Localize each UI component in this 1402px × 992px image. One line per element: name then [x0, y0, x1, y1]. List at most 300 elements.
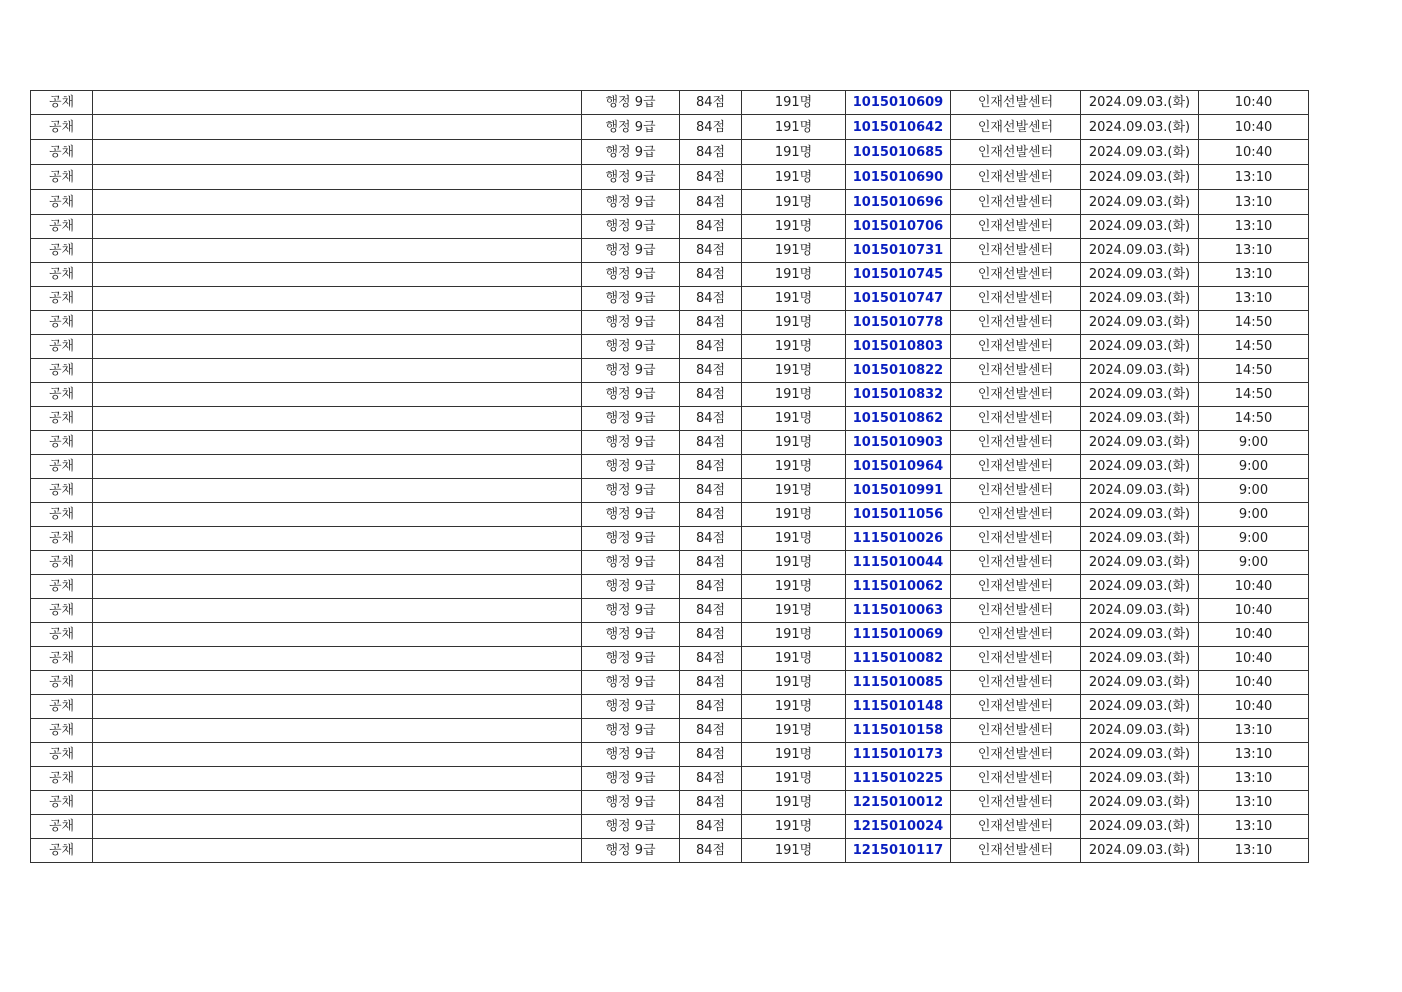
- count-cell: 191명: [742, 140, 846, 165]
- count-cell: 191명: [742, 311, 846, 335]
- score-cell: 84점: [680, 575, 742, 599]
- name-cell: [93, 815, 582, 839]
- time-cell: 10:40: [1199, 623, 1309, 647]
- position-cell: 행정 9급: [582, 551, 680, 575]
- date-cell: 2024.09.03.(화): [1081, 140, 1199, 165]
- center-cell: 인재선발센터: [951, 719, 1081, 743]
- count-cell: 191명: [742, 287, 846, 311]
- position-cell: 행정 9급: [582, 671, 680, 695]
- position-cell: 행정 9급: [582, 407, 680, 431]
- position-cell: 행정 9급: [582, 647, 680, 671]
- time-cell: 14:50: [1199, 407, 1309, 431]
- center-cell: 인재선발센터: [951, 479, 1081, 503]
- exam-number-cell: 1015010609: [846, 91, 951, 115]
- date-cell: 2024.09.03.(화): [1081, 190, 1199, 215]
- center-cell: 인재선발센터: [951, 815, 1081, 839]
- date-cell: 2024.09.03.(화): [1081, 165, 1199, 190]
- center-cell: 인재선발센터: [951, 190, 1081, 215]
- table-row: [31, 335, 1309, 359]
- date-cell: 2024.09.03.(화): [1081, 455, 1199, 479]
- results-table: [30, 90, 1309, 863]
- type-cell: 공채: [31, 263, 93, 287]
- score-cell: 84점: [680, 671, 742, 695]
- type-cell: 공채: [31, 839, 93, 863]
- name-cell: [93, 287, 582, 311]
- center-cell: 인재선발센터: [951, 407, 1081, 431]
- center-cell: 인재선발센터: [951, 115, 1081, 140]
- count-cell: 191명: [742, 479, 846, 503]
- count-cell: 191명: [742, 575, 846, 599]
- count-cell: 191명: [742, 767, 846, 791]
- position-cell: 행정 9급: [582, 695, 680, 719]
- name-cell: [93, 527, 582, 551]
- score-cell: 84점: [680, 839, 742, 863]
- center-cell: 인재선발센터: [951, 263, 1081, 287]
- center-cell: 인재선발센터: [951, 767, 1081, 791]
- date-cell: 2024.09.03.(화): [1081, 839, 1199, 863]
- exam-number-cell: 1015010964: [846, 455, 951, 479]
- type-cell: 공채: [31, 455, 93, 479]
- position-cell: 행정 9급: [582, 239, 680, 263]
- time-cell: 13:10: [1199, 190, 1309, 215]
- exam-number-cell: 1015010991: [846, 479, 951, 503]
- position-cell: 행정 9급: [582, 767, 680, 791]
- table-row: [31, 140, 1309, 165]
- table-row: [31, 115, 1309, 140]
- name-cell: [93, 190, 582, 215]
- date-cell: 2024.09.03.(화): [1081, 503, 1199, 527]
- table-row: [31, 359, 1309, 383]
- type-cell: 공채: [31, 335, 93, 359]
- type-cell: 공채: [31, 190, 93, 215]
- time-cell: 9:00: [1199, 551, 1309, 575]
- count-cell: 191명: [742, 599, 846, 623]
- time-cell: 14:50: [1199, 383, 1309, 407]
- exam-number-cell: 1115010069: [846, 623, 951, 647]
- count-cell: 191명: [742, 431, 846, 455]
- date-cell: 2024.09.03.(화): [1081, 407, 1199, 431]
- name-cell: [93, 743, 582, 767]
- type-cell: 공채: [31, 743, 93, 767]
- table-row: [31, 263, 1309, 287]
- time-cell: 13:10: [1199, 815, 1309, 839]
- count-cell: 191명: [742, 671, 846, 695]
- count-cell: 191명: [742, 719, 846, 743]
- type-cell: 공채: [31, 599, 93, 623]
- date-cell: 2024.09.03.(화): [1081, 815, 1199, 839]
- table-row: [31, 407, 1309, 431]
- count-cell: 191명: [742, 263, 846, 287]
- score-cell: 84점: [680, 383, 742, 407]
- time-cell: 13:10: [1199, 165, 1309, 190]
- date-cell: 2024.09.03.(화): [1081, 671, 1199, 695]
- type-cell: 공채: [31, 359, 93, 383]
- date-cell: 2024.09.03.(화): [1081, 599, 1199, 623]
- time-cell: 13:10: [1199, 287, 1309, 311]
- table-row: [31, 575, 1309, 599]
- time-cell: 9:00: [1199, 431, 1309, 455]
- time-cell: 13:10: [1199, 263, 1309, 287]
- name-cell: [93, 431, 582, 455]
- table-row: [31, 839, 1309, 863]
- score-cell: 84점: [680, 599, 742, 623]
- name-cell: [93, 647, 582, 671]
- center-cell: 인재선발센터: [951, 527, 1081, 551]
- table-row: [31, 431, 1309, 455]
- center-cell: 인재선발센터: [951, 335, 1081, 359]
- time-cell: 10:40: [1199, 115, 1309, 140]
- name-cell: [93, 239, 582, 263]
- count-cell: 191명: [742, 165, 846, 190]
- count-cell: 191명: [742, 455, 846, 479]
- score-cell: 84점: [680, 743, 742, 767]
- type-cell: 공채: [31, 815, 93, 839]
- position-cell: 행정 9급: [582, 503, 680, 527]
- exam-number-cell: 1115010062: [846, 575, 951, 599]
- score-cell: 84점: [680, 140, 742, 165]
- name-cell: [93, 839, 582, 863]
- exam-number-cell: 1015010747: [846, 287, 951, 311]
- score-cell: 84점: [680, 287, 742, 311]
- exam-number-cell: 1215010117: [846, 839, 951, 863]
- center-cell: 인재선발센터: [951, 503, 1081, 527]
- exam-number-cell: 1215010012: [846, 791, 951, 815]
- table-row: [31, 239, 1309, 263]
- date-cell: 2024.09.03.(화): [1081, 239, 1199, 263]
- score-cell: 84점: [680, 431, 742, 455]
- position-cell: 행정 9급: [582, 287, 680, 311]
- score-cell: 84점: [680, 407, 742, 431]
- date-cell: 2024.09.03.(화): [1081, 719, 1199, 743]
- position-cell: 행정 9급: [582, 743, 680, 767]
- time-cell: 14:50: [1199, 311, 1309, 335]
- table-row: [31, 190, 1309, 215]
- position-cell: 행정 9급: [582, 479, 680, 503]
- count-cell: 191명: [742, 215, 846, 239]
- center-cell: 인재선발센터: [951, 287, 1081, 311]
- score-cell: 84점: [680, 815, 742, 839]
- exam-number-cell: 1115010044: [846, 551, 951, 575]
- center-cell: 인재선발센터: [951, 165, 1081, 190]
- date-cell: 2024.09.03.(화): [1081, 335, 1199, 359]
- date-cell: 2024.09.03.(화): [1081, 479, 1199, 503]
- date-cell: 2024.09.03.(화): [1081, 431, 1199, 455]
- time-cell: 13:10: [1199, 215, 1309, 239]
- type-cell: 공채: [31, 479, 93, 503]
- table-row: [31, 551, 1309, 575]
- score-cell: 84점: [680, 215, 742, 239]
- center-cell: 인재선발센터: [951, 359, 1081, 383]
- exam-number-cell: 1115010148: [846, 695, 951, 719]
- position-cell: 행정 9급: [582, 623, 680, 647]
- date-cell: 2024.09.03.(화): [1081, 115, 1199, 140]
- results-body: [31, 91, 1309, 863]
- center-cell: 인재선발센터: [951, 383, 1081, 407]
- date-cell: 2024.09.03.(화): [1081, 263, 1199, 287]
- score-cell: 84점: [680, 551, 742, 575]
- type-cell: 공채: [31, 383, 93, 407]
- date-cell: 2024.09.03.(화): [1081, 791, 1199, 815]
- exam-number-cell: 1015010690: [846, 165, 951, 190]
- position-cell: 행정 9급: [582, 190, 680, 215]
- count-cell: 191명: [742, 647, 846, 671]
- name-cell: [93, 383, 582, 407]
- count-cell: 191명: [742, 503, 846, 527]
- type-cell: 공채: [31, 91, 93, 115]
- exam-number-cell: 1115010082: [846, 647, 951, 671]
- score-cell: 84점: [680, 503, 742, 527]
- date-cell: 2024.09.03.(화): [1081, 551, 1199, 575]
- exam-number-cell: 1115010158: [846, 719, 951, 743]
- type-cell: 공채: [31, 140, 93, 165]
- score-cell: 84점: [680, 647, 742, 671]
- type-cell: 공채: [31, 287, 93, 311]
- exam-number-cell: 1015010642: [846, 115, 951, 140]
- table-row: [31, 503, 1309, 527]
- table-row: [31, 91, 1309, 115]
- center-cell: 인재선발센터: [951, 695, 1081, 719]
- exam-number-cell: 1015010745: [846, 263, 951, 287]
- table-row: [31, 527, 1309, 551]
- table-row: [31, 383, 1309, 407]
- position-cell: 행정 9급: [582, 140, 680, 165]
- score-cell: 84점: [680, 335, 742, 359]
- exam-number-cell: 1015010862: [846, 407, 951, 431]
- table-row: [31, 671, 1309, 695]
- type-cell: 공채: [31, 551, 93, 575]
- time-cell: 10:40: [1199, 140, 1309, 165]
- name-cell: [93, 719, 582, 743]
- date-cell: 2024.09.03.(화): [1081, 767, 1199, 791]
- exam-number-cell: 1215010024: [846, 815, 951, 839]
- count-cell: 191명: [742, 551, 846, 575]
- type-cell: 공채: [31, 767, 93, 791]
- exam-number-cell: 1015010822: [846, 359, 951, 383]
- position-cell: 행정 9급: [582, 263, 680, 287]
- center-cell: 인재선발센터: [951, 431, 1081, 455]
- type-cell: 공채: [31, 239, 93, 263]
- type-cell: 공채: [31, 671, 93, 695]
- table-row: [31, 479, 1309, 503]
- score-cell: 84점: [680, 263, 742, 287]
- center-cell: 인재선발센터: [951, 140, 1081, 165]
- table-row: [31, 695, 1309, 719]
- exam-number-cell: 1115010173: [846, 743, 951, 767]
- name-cell: [93, 91, 582, 115]
- position-cell: 행정 9급: [582, 165, 680, 190]
- exam-number-cell: 1115010063: [846, 599, 951, 623]
- count-cell: 191명: [742, 743, 846, 767]
- name-cell: [93, 311, 582, 335]
- position-cell: 행정 9급: [582, 311, 680, 335]
- date-cell: 2024.09.03.(화): [1081, 383, 1199, 407]
- type-cell: 공채: [31, 623, 93, 647]
- date-cell: 2024.09.03.(화): [1081, 743, 1199, 767]
- exam-number-cell: 1015010706: [846, 215, 951, 239]
- name-cell: [93, 359, 582, 383]
- date-cell: 2024.09.03.(화): [1081, 623, 1199, 647]
- score-cell: 84점: [680, 767, 742, 791]
- score-cell: 84점: [680, 115, 742, 140]
- position-cell: 행정 9급: [582, 527, 680, 551]
- name-cell: [93, 671, 582, 695]
- name-cell: [93, 791, 582, 815]
- name-cell: [93, 140, 582, 165]
- count-cell: 191명: [742, 115, 846, 140]
- position-cell: 행정 9급: [582, 335, 680, 359]
- score-cell: 84점: [680, 455, 742, 479]
- position-cell: 행정 9급: [582, 431, 680, 455]
- date-cell: 2024.09.03.(화): [1081, 647, 1199, 671]
- table-row: [31, 165, 1309, 190]
- position-cell: 행정 9급: [582, 91, 680, 115]
- type-cell: 공채: [31, 719, 93, 743]
- name-cell: [93, 263, 582, 287]
- count-cell: 191명: [742, 839, 846, 863]
- exam-number-cell: 1015011056: [846, 503, 951, 527]
- position-cell: 행정 9급: [582, 455, 680, 479]
- count-cell: 191명: [742, 695, 846, 719]
- time-cell: 10:40: [1199, 575, 1309, 599]
- type-cell: 공채: [31, 165, 93, 190]
- exam-number-cell: 1015010731: [846, 239, 951, 263]
- table-row: [31, 815, 1309, 839]
- center-cell: 인재선발센터: [951, 311, 1081, 335]
- score-cell: 84점: [680, 623, 742, 647]
- time-cell: 10:40: [1199, 695, 1309, 719]
- table-row: [31, 743, 1309, 767]
- type-cell: 공채: [31, 575, 93, 599]
- center-cell: 인재선발센터: [951, 599, 1081, 623]
- count-cell: 191명: [742, 239, 846, 263]
- count-cell: 191명: [742, 359, 846, 383]
- date-cell: 2024.09.03.(화): [1081, 287, 1199, 311]
- score-cell: 84점: [680, 165, 742, 190]
- position-cell: 행정 9급: [582, 599, 680, 623]
- table-row: [31, 647, 1309, 671]
- exam-number-cell: 1115010026: [846, 527, 951, 551]
- date-cell: 2024.09.03.(화): [1081, 527, 1199, 551]
- type-cell: 공채: [31, 527, 93, 551]
- center-cell: 인재선발센터: [951, 215, 1081, 239]
- type-cell: 공채: [31, 215, 93, 239]
- name-cell: [93, 455, 582, 479]
- name-cell: [93, 551, 582, 575]
- count-cell: 191명: [742, 527, 846, 551]
- center-cell: 인재선발센터: [951, 839, 1081, 863]
- exam-number-cell: 1015010832: [846, 383, 951, 407]
- position-cell: 행정 9급: [582, 115, 680, 140]
- table-row: [31, 311, 1309, 335]
- time-cell: 13:10: [1199, 239, 1309, 263]
- score-cell: 84점: [680, 311, 742, 335]
- score-cell: 84점: [680, 719, 742, 743]
- center-cell: 인재선발센터: [951, 623, 1081, 647]
- type-cell: 공채: [31, 115, 93, 140]
- name-cell: [93, 407, 582, 431]
- table-row: [31, 215, 1309, 239]
- time-cell: 10:40: [1199, 599, 1309, 623]
- time-cell: 9:00: [1199, 455, 1309, 479]
- type-cell: 공채: [31, 647, 93, 671]
- date-cell: 2024.09.03.(화): [1081, 575, 1199, 599]
- count-cell: 191명: [742, 815, 846, 839]
- time-cell: 10:40: [1199, 91, 1309, 115]
- time-cell: 10:40: [1199, 647, 1309, 671]
- exam-number-cell: 1115010225: [846, 767, 951, 791]
- score-cell: 84점: [680, 527, 742, 551]
- exam-number-cell: 1015010685: [846, 140, 951, 165]
- exam-number-cell: 1015010778: [846, 311, 951, 335]
- score-cell: 84점: [680, 695, 742, 719]
- time-cell: 13:10: [1199, 791, 1309, 815]
- name-cell: [93, 767, 582, 791]
- name-cell: [93, 575, 582, 599]
- score-cell: 84점: [680, 791, 742, 815]
- score-cell: 84점: [680, 359, 742, 383]
- type-cell: 공채: [31, 695, 93, 719]
- exam-number-cell: 1015010803: [846, 335, 951, 359]
- date-cell: 2024.09.03.(화): [1081, 91, 1199, 115]
- type-cell: 공채: [31, 431, 93, 455]
- table-row: [31, 791, 1309, 815]
- name-cell: [93, 115, 582, 140]
- position-cell: 행정 9급: [582, 575, 680, 599]
- table-row: [31, 455, 1309, 479]
- exam-number-cell: 1015010696: [846, 190, 951, 215]
- position-cell: 행정 9급: [582, 359, 680, 383]
- name-cell: [93, 479, 582, 503]
- center-cell: 인재선발센터: [951, 791, 1081, 815]
- count-cell: 191명: [742, 190, 846, 215]
- center-cell: 인재선발센터: [951, 455, 1081, 479]
- position-cell: 행정 9급: [582, 383, 680, 407]
- count-cell: 191명: [742, 407, 846, 431]
- table-row: [31, 599, 1309, 623]
- type-cell: 공채: [31, 407, 93, 431]
- time-cell: 13:10: [1199, 743, 1309, 767]
- position-cell: 행정 9급: [582, 839, 680, 863]
- time-cell: 9:00: [1199, 503, 1309, 527]
- time-cell: 13:10: [1199, 767, 1309, 791]
- time-cell: 9:00: [1199, 479, 1309, 503]
- date-cell: 2024.09.03.(화): [1081, 359, 1199, 383]
- position-cell: 행정 9급: [582, 719, 680, 743]
- table-row: [31, 719, 1309, 743]
- position-cell: 행정 9급: [582, 215, 680, 239]
- time-cell: 13:10: [1199, 719, 1309, 743]
- center-cell: 인재선발센터: [951, 743, 1081, 767]
- position-cell: 행정 9급: [582, 815, 680, 839]
- count-cell: 191명: [742, 335, 846, 359]
- table-row: [31, 623, 1309, 647]
- type-cell: 공채: [31, 791, 93, 815]
- name-cell: [93, 215, 582, 239]
- exam-number-cell: 1015010903: [846, 431, 951, 455]
- table-row: [31, 767, 1309, 791]
- exam-number-cell: 1115010085: [846, 671, 951, 695]
- name-cell: [93, 623, 582, 647]
- center-cell: 인재선발센터: [951, 647, 1081, 671]
- score-cell: 84점: [680, 190, 742, 215]
- position-cell: 행정 9급: [582, 791, 680, 815]
- count-cell: 191명: [742, 91, 846, 115]
- center-cell: 인재선발센터: [951, 239, 1081, 263]
- time-cell: 9:00: [1199, 527, 1309, 551]
- type-cell: 공채: [31, 503, 93, 527]
- score-cell: 84점: [680, 479, 742, 503]
- score-cell: 84점: [680, 239, 742, 263]
